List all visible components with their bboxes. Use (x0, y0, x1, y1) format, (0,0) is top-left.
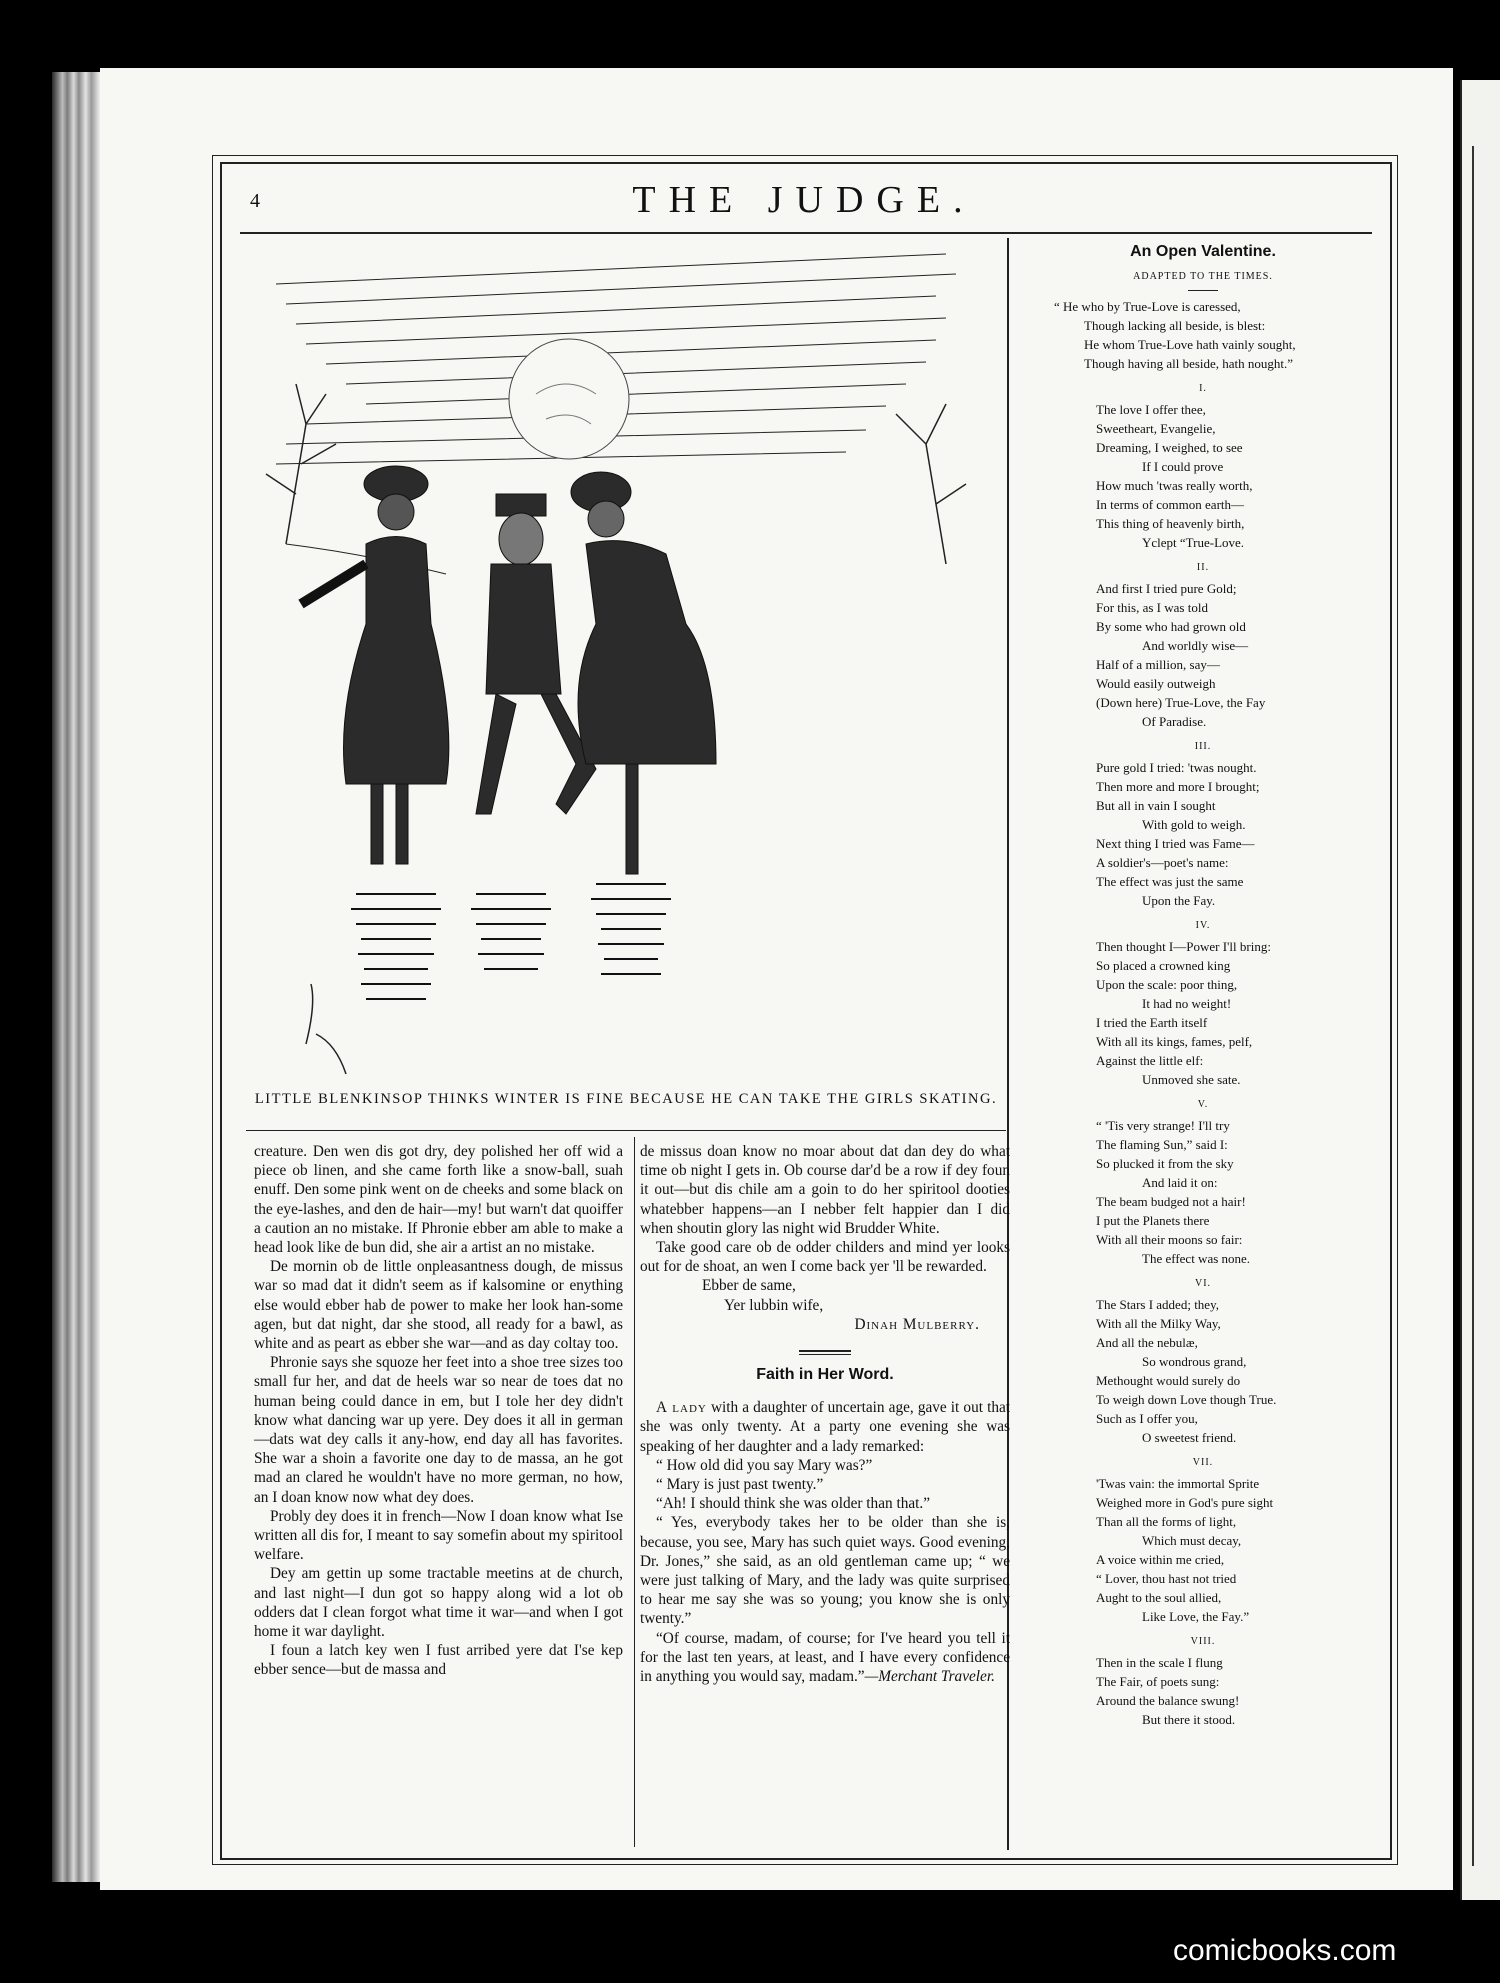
epigraph-line: Though lacking all beside, is blest: (1084, 318, 1266, 333)
book-binding-edge (52, 72, 100, 1882)
poem-line: The flaming Sun,” said I: (1096, 1137, 1228, 1152)
poem-line: The effect was just the same (1096, 874, 1244, 889)
poem-line: O sweetest friend. (1142, 1430, 1237, 1445)
letter-paragraph: Dey am gettin up some tractable meetins at de church, and last night—I dun got so happy along wid a lot ob odders dat I clean forgot what time it war—and when I got home it war daylight. (254, 1565, 623, 1641)
poem-line: Around the balance swung! (1096, 1693, 1240, 1708)
poem-line: 'Twas vain: the immortal Sprite (1096, 1476, 1260, 1491)
poem-line: The beam budged not a hair! (1096, 1194, 1246, 1209)
poem-line: “ Lover, thou hast not tried (1096, 1571, 1237, 1586)
poem-line: But there it stood. (1142, 1712, 1236, 1727)
adjacent-page-edge (1460, 80, 1500, 1900)
letter-paragraph: creature. Den wen dis got dry, dey polished her off wid a piece ob linen, and she came forth like a snow-ball, suah enuff. Den some pink went on de cheeks and some black on the eye-lashes, and den de hair—my! but warn't dat quoiffer a caution an no mistake. If Phronie ebber am able to make a head look like de bun did, she air a artist an no mistake. (254, 1143, 623, 1257)
poem-line: So placed a crowned king (1096, 958, 1231, 973)
letter-signature: Dinah Mulberry. (854, 1315, 980, 1333)
stanza-number: I. (1199, 383, 1207, 394)
poem-line: With gold to weigh. (1142, 817, 1246, 832)
poem-line: The effect was none. (1142, 1251, 1251, 1266)
masthead-rule (240, 232, 1372, 234)
poem-line: To weigh down Love though True. (1096, 1392, 1277, 1407)
poem-line: If I could prove (1142, 459, 1224, 474)
poem-line: The love I offer thee, (1096, 402, 1206, 417)
poem-line: I put the Planets there (1096, 1213, 1210, 1228)
artist-signature (306, 984, 346, 1074)
poem-rule (1188, 290, 1218, 291)
stanza (1020, 400, 1386, 552)
figure-boy-center (476, 494, 596, 814)
poem-line: Upon the scale: poor thing, (1096, 977, 1238, 992)
poem-line: Such as I offer you, (1096, 1411, 1198, 1426)
figure-woman-left (301, 466, 449, 864)
poem-line: Dreaming, I weighed, to see (1096, 440, 1243, 455)
letter-paragraph: de missus doan know no moar about dat dan dey do what time ob night I gets in. Ob course dar'd be a row if dey foun it out—but dis chile am a goin to do her spiritool dooties whatebber happens—an I nebber felt happier dan I did when shoutin glory las night wid Brudder White. (640, 1143, 1010, 1237)
faith-paragraph: “ Yes, everybody takes her to be older than she is, because, you see, Mary has such quiet ways. Good evening, Dr. Jones,” she said, as an old gentleman came up; “ we were just talking of Mary, and the lady was quite surprised to hear me say she was so young; you know she is only twenty.” (640, 1514, 1010, 1628)
poem-line: The Stars I added; they, (1096, 1297, 1219, 1312)
poem-line: In terms of common earth— (1096, 497, 1245, 512)
masthead-title: THE JUDGE. (632, 179, 976, 221)
faith-source: —Merchant Traveler. (864, 1668, 995, 1686)
poem-column (1020, 240, 1386, 1729)
poem-line: “ 'Tis very strange! I'll try (1096, 1118, 1230, 1133)
poem-line: Half of a million, say— (1096, 657, 1220, 672)
poem-line: And all the nebulæ, (1096, 1335, 1198, 1350)
poem-line: A voice within me cried, (1096, 1552, 1225, 1567)
poem-line: I tried the Earth itself (1096, 1015, 1208, 1030)
faith-paragraph: “ How old did you say Mary was?” (656, 1456, 873, 1474)
letter-column-right (640, 1142, 1010, 1686)
section-divider (799, 1350, 851, 1355)
poem-line: But all in vain I sought (1096, 798, 1216, 813)
letter-paragraph: Probly dey does it in french—Now I doan know what Ise written all dis for, I meant to say somefin about my spiritool welfare. (254, 1507, 623, 1564)
stanza (1020, 579, 1386, 731)
page-number: 4 (250, 190, 260, 212)
poem-line: And laid it on: (1142, 1175, 1218, 1190)
faith-paragraph: “Ah! I should think she was older than that.” (656, 1495, 931, 1513)
letter-paragraph: Phronie says she squoze her feet into a shoe tree sizes too small fur her, and dat de heels war so near de toes dat no human being could dance in em, but I tole her dey didn't know what dancing war up yere. Dey does it all in german—dats wat dey calls it any-how, end day all has favorites. She war a shoin a favorite one day to de massa, an he got mad an clared he wouldn't have no more german, no how, an I doan know now what dey does. (254, 1354, 623, 1506)
poem-line: Then more and more I brought; (1096, 779, 1260, 794)
stanza (1020, 1116, 1386, 1268)
epigraph-line: Though having all beside, hath nought.” (1084, 356, 1294, 371)
poem-line: With all their moons so fair: (1096, 1232, 1243, 1247)
poem-line: With all the Milky Way, (1096, 1316, 1221, 1331)
poem-line: Pure gold I tried: 'twas nought. (1096, 760, 1257, 775)
poem-line: Would easily outweigh (1096, 676, 1216, 691)
poem-line: With all its kings, fames, pelf, (1096, 1034, 1253, 1049)
stanza-number: VI. (1194, 1278, 1212, 1289)
poem-subtitle: ADAPTED TO THE TIMES. (1133, 271, 1273, 282)
stanza-number: III. (1194, 741, 1212, 752)
poem-line: Aught to the soul allied, (1096, 1590, 1222, 1605)
poem-line: Yclept “True-Love. (1142, 535, 1245, 550)
poem-line: A soldier's—poet's name: (1096, 855, 1229, 870)
poem-line: Then thought I—Power I'll bring: (1096, 939, 1271, 954)
poem-line: Then in the scale I flung (1096, 1655, 1223, 1670)
stanza (1020, 1295, 1386, 1447)
site-watermark: comicbooks.com (1173, 1934, 1397, 1967)
poem-stanzas (1020, 379, 1386, 1729)
stanza-number: IV. (1195, 920, 1211, 931)
poem-line: For this, as I was told (1096, 600, 1208, 615)
poem-line: And worldly wise— (1142, 638, 1249, 653)
letter-column-left (254, 1142, 623, 1680)
poem-line: Sweetheart, Evangelie, (1096, 421, 1216, 436)
poem-line: Next thing I tried was Fame— (1096, 836, 1255, 851)
poem-line: The Fair, of poets sung: (1096, 1674, 1220, 1689)
poem-line: How much 'twas really worth, (1096, 478, 1253, 493)
poem-line: And first I tried pure Gold; (1096, 581, 1237, 596)
stanza-number: VII. (1192, 1457, 1214, 1468)
faith-title: Faith in Her Word. (756, 1366, 894, 1384)
faith-paragraph: with a daughter of uncertain age, gave it out that she was only twenty. At a party one evening she was speaking of her daughter and a lady remarked: (640, 1399, 1011, 1455)
poem-line: Against the little elf: (1096, 1053, 1204, 1068)
stanza (1020, 758, 1386, 910)
letter-closing-wife: Yer lubbin wife, (724, 1296, 824, 1314)
poem-line: (Down here) True-Love, the Fay (1096, 695, 1266, 710)
faith-lead: A lady (656, 1399, 707, 1417)
poem-epigraph (1020, 297, 1386, 373)
epigraph-line: “ He who by True-Love is caressed, (1054, 299, 1241, 314)
poem-line: This thing of heavenly birth, (1096, 516, 1245, 531)
poem-line: Unmoved she sate. (1142, 1072, 1241, 1087)
letter-paragraph: De mornin ob de little onpleasantness dough, de missus war so mad dat it didn't seem as if kalsomine or enything else would ebber hab de power to make her look han-some agen, but dat night, dar she stood, all ready for a bawl, as white and as peart as ebber she war—and as day coltay too. (254, 1258, 623, 1353)
stanza-number: II. (1196, 562, 1210, 573)
stanza-number: V. (1197, 1099, 1209, 1110)
poem-line: By some who had grown old (1096, 619, 1246, 634)
poem-line: So plucked it from the sky (1096, 1156, 1234, 1171)
stanza (1020, 1474, 1386, 1626)
poem-line: Of Paradise. (1142, 714, 1207, 729)
letter-paragraph: I foun a latch key wen I fust arribed yere dat I'se kep ebber sence—but de massa and (254, 1642, 623, 1679)
letter-closing: Ebber de same, (702, 1277, 796, 1295)
poem-line: Methought would surely do (1096, 1373, 1241, 1388)
faith-paragraph: “ Mary is just past twenty.” (656, 1476, 824, 1494)
poem-line: Which must decay, (1142, 1533, 1242, 1548)
poem-line: So wondrous grand, (1142, 1354, 1247, 1369)
stanza (1020, 1653, 1386, 1729)
poem-line: It had no weight! (1142, 996, 1232, 1011)
skating-illustration (246, 244, 1004, 1084)
column-divider-text (634, 1137, 635, 1847)
stanza (1020, 937, 1386, 1089)
poem-line: Upon the Fay. (1142, 893, 1216, 908)
letter-paragraph: Take good care ob de odder childers and mind yer looks out for de shoat, an wen I come back yer 'll be rewarded. (640, 1239, 1010, 1276)
stanza-number: VIII. (1190, 1636, 1216, 1647)
illustration-caption: LITTLE BLENKINSOP THINKS WINTER IS FINE BECAUSE HE CAN TAKE THE GIRLS SKATING. (254, 1091, 998, 1107)
poem-line: Like Love, the Fay.” (1142, 1609, 1250, 1624)
faith-paragraph: “Of course, madam, of course; for I've heard you tell it for the last ten years, at least, and I have every confidence in anything you would say, madam.” (640, 1629, 1010, 1686)
epigraph-line: He whom True-Love hath vainly sought, (1084, 337, 1296, 352)
figure-woman-right (571, 472, 716, 874)
poem-line: Weighed more in God's pure sight (1096, 1495, 1274, 1510)
caption-rule (246, 1130, 1006, 1131)
poem-line: Than all the forms of light, (1096, 1514, 1237, 1529)
poem-title: An Open Valentine. (1130, 243, 1276, 260)
